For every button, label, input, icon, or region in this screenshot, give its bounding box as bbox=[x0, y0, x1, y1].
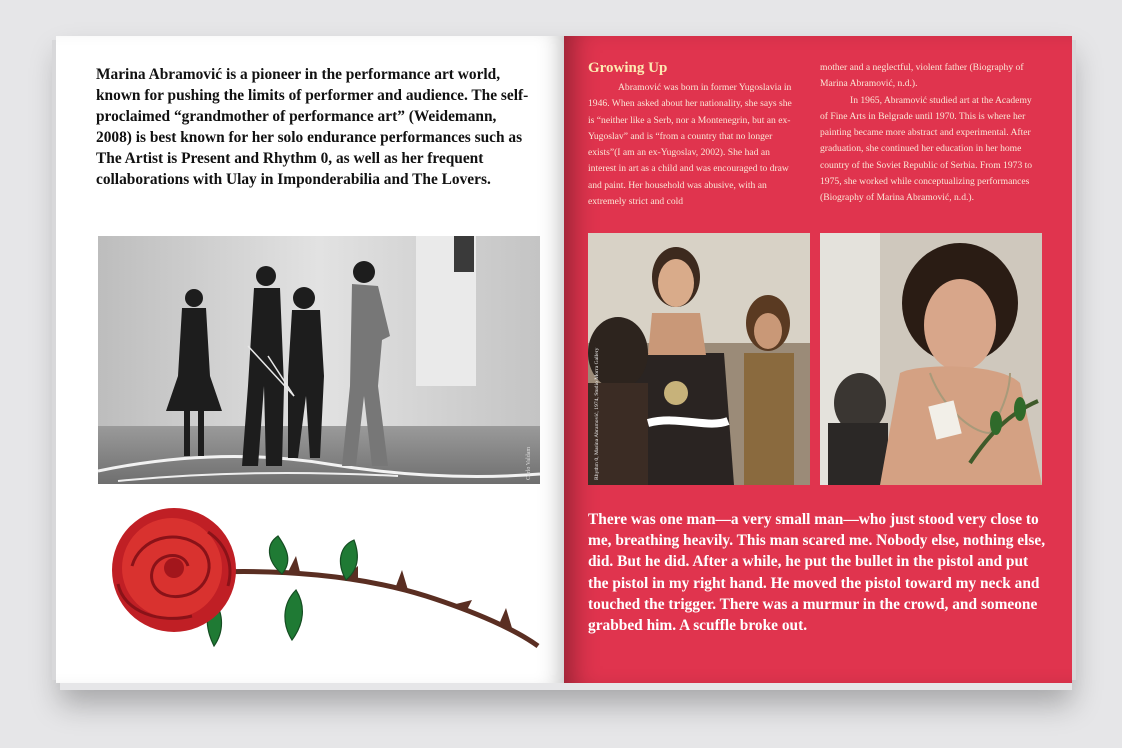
pull-quote: There was one man—a very small man—who just stood very close to me, breathing heavily. This man scared me. Nobody else, nothing else, did. But he did. After a while, he put the bullet in the pistol and put the pistol in my right hand. He moved the pistol toward my neck and touched the trigger. There was a murmur in the crowd, and someone grabbed him. A scuffle broke out. bbox=[588, 511, 1046, 635]
color-photo-1-illustration bbox=[588, 233, 810, 485]
body-column-2-paragraph-2: In 1965, Abramović studied art at the Academy of Fine Arts in Belgrade until 1970. This is where her painting became more abstract and experimental. After graduation, she continued her education in her home country of the Soviet Republic of Serbia. From 1973 to 1975, she worked while conceptualizing performances (Biography of Marina Abramović, n.d.). bbox=[820, 94, 1033, 204]
right-photo-credit: Rhythm 0, Marina Abramović, 1974, Studio Morra Gallery bbox=[594, 347, 600, 480]
body-column-2-paragraph-1: mother and a neglectful, violent father (Biography of Marina Abramović, n.d.). bbox=[820, 62, 1024, 90]
section-title: Growing Up bbox=[588, 60, 668, 76]
rhythm-performance-bw-photo bbox=[98, 236, 540, 484]
left-photo-credit: Carlo Valdam bbox=[526, 446, 532, 480]
intro-paragraph: Marina Abramović is a pioneer in the performance art world, known for pushing the limits of performer and audience. The self-proclaimed “grandmother of performance art” (Weidemann, 2008) is best known for her solo endurance performances such as The Artist is Present and Rhythm 0, as well as her frequent collaborations with Ulay in Imponderabilia and The Lovers. bbox=[96, 66, 529, 188]
rhythm-0-photo-2 bbox=[820, 233, 1042, 485]
rhythm-0-photo-1 bbox=[588, 233, 810, 485]
rose-flower bbox=[112, 508, 236, 632]
color-photo-2-illustration bbox=[820, 233, 1042, 485]
body-column-1: Abramović was born in former Yugoslavia in 1946. When asked about her nationality, she says she is “neither like a Serb, nor a Montenegrin, but an ex-Yugoslav” and is “from a country that no longer exists”(I am an ex-Yugoslav, 2002). She had an interest in art as a child and was encouraged to draw and paint. Her household was abusive, with an extremely strict and cold bbox=[588, 82, 792, 208]
rose-illustration bbox=[96, 500, 546, 660]
bw-photo-illustration bbox=[98, 236, 540, 484]
body-column-2 bbox=[820, 60, 1042, 207]
